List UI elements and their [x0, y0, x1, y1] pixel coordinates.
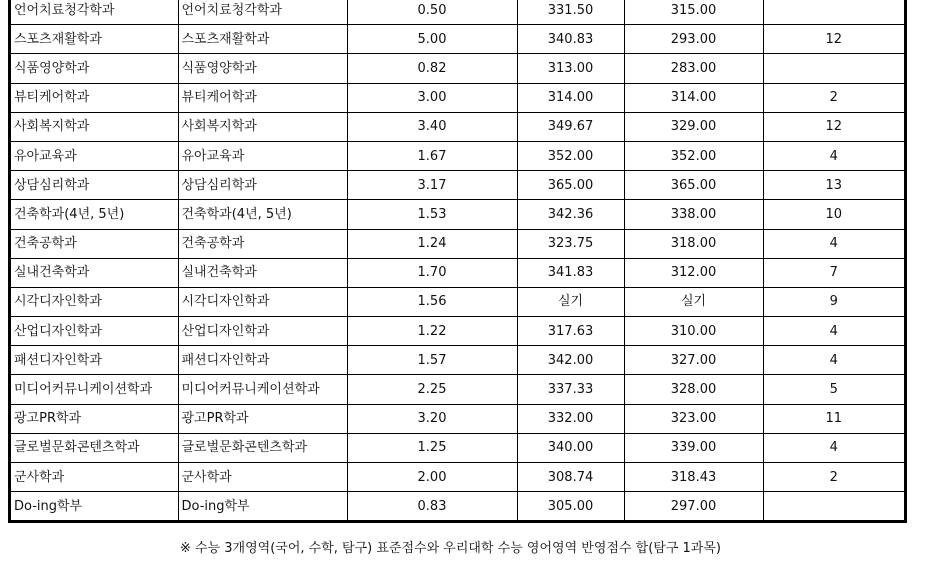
- cell-recruit-unit: 유아교육과: [178, 141, 347, 170]
- cell-average-score: 340.00: [517, 433, 624, 462]
- cell-average-score: 349.67: [517, 112, 624, 141]
- cell-waitlist-rank: 12: [763, 25, 904, 54]
- cell-department: 유아교육과: [11, 141, 178, 170]
- cell-competition-ratio: 1.25: [347, 433, 517, 462]
- cell-department: 사회복지학과: [11, 112, 178, 141]
- table-row: [11, 375, 904, 404]
- cell-average-score: 실기: [517, 287, 624, 316]
- cell-lowest-score: 338.00: [624, 200, 763, 229]
- cell-average-score: 308.74: [517, 463, 624, 492]
- cell-department: 글로벌문화콘텐츠학과: [11, 433, 178, 462]
- table-row: [11, 200, 904, 229]
- cell-recruit-unit: 뷰티케어학과: [178, 83, 347, 112]
- cell-recruit-unit: 패션디자인학과: [178, 346, 347, 375]
- cell-department: 실내건축학과: [11, 258, 178, 287]
- cell-lowest-score: 318.43: [624, 463, 763, 492]
- table-row: [11, 54, 904, 83]
- cell-lowest-score: 297.00: [624, 492, 763, 521]
- cell-department: 건축학과(4년, 5년): [11, 200, 178, 229]
- cell-department: 상담심리학과: [11, 171, 178, 200]
- table-body: [11, 0, 904, 520]
- table-row: [11, 346, 904, 375]
- table-row: [11, 83, 904, 112]
- cell-waitlist-rank: 4: [763, 229, 904, 258]
- cell-recruit-unit: Do-ing학부: [178, 492, 347, 521]
- cell-competition-ratio: 5.00: [347, 25, 517, 54]
- cell-lowest-score: 312.00: [624, 258, 763, 287]
- cell-department: 광고PR학과: [11, 404, 178, 433]
- table-row: [11, 171, 904, 200]
- cell-department: 언어치료청각학과: [11, 0, 178, 25]
- table-row: [11, 112, 904, 141]
- cell-waitlist-rank: 4: [763, 317, 904, 346]
- cell-competition-ratio: 2.25: [347, 375, 517, 404]
- cell-competition-ratio: 0.50: [347, 0, 517, 25]
- cell-average-score: 313.00: [517, 54, 624, 83]
- cell-competition-ratio: 1.57: [347, 346, 517, 375]
- cell-waitlist-rank: 2: [763, 463, 904, 492]
- cell-lowest-score: 314.00: [624, 83, 763, 112]
- cell-competition-ratio: 0.82: [347, 54, 517, 83]
- cell-lowest-score: 315.00: [624, 0, 763, 25]
- cell-competition-ratio: 0.83: [347, 492, 517, 521]
- cell-average-score: 305.00: [517, 492, 624, 521]
- cell-waitlist-rank: 10: [763, 200, 904, 229]
- cell-lowest-score: 339.00: [624, 433, 763, 462]
- cell-average-score: 352.00: [517, 141, 624, 170]
- cell-recruit-unit: 시각디자인학과: [178, 287, 347, 316]
- cell-waitlist-rank: 13: [763, 171, 904, 200]
- cell-waitlist-rank: 4: [763, 346, 904, 375]
- cell-recruit-unit: 사회복지학과: [178, 112, 347, 141]
- cell-recruit-unit: 군사학과: [178, 463, 347, 492]
- cell-department: 군사학과: [11, 463, 178, 492]
- cell-lowest-score: 293.00: [624, 25, 763, 54]
- cell-recruit-unit: 건축학과(4년, 5년): [178, 200, 347, 229]
- table-row: [11, 404, 904, 433]
- cell-competition-ratio: 1.24: [347, 229, 517, 258]
- cell-department: 뷰티케어학과: [11, 83, 178, 112]
- table-row: [11, 258, 904, 287]
- cell-competition-ratio: 2.00: [347, 463, 517, 492]
- cell-competition-ratio: 1.67: [347, 141, 517, 170]
- table-row: [11, 141, 904, 170]
- cell-lowest-score: 323.00: [624, 404, 763, 433]
- table-row: [11, 433, 904, 462]
- cell-average-score: 332.00: [517, 404, 624, 433]
- cell-average-score: 342.00: [517, 346, 624, 375]
- cell-department: 미디어커뮤니케이션학과: [11, 375, 178, 404]
- cell-waitlist-rank: [763, 0, 904, 25]
- cell-department: 식품영양학과: [11, 54, 178, 83]
- table-row: [11, 317, 904, 346]
- cell-waitlist-rank: [763, 54, 904, 83]
- cell-recruit-unit: 실내건축학과: [178, 258, 347, 287]
- cell-recruit-unit: 언어치료청각학과: [178, 0, 347, 25]
- table-row: [11, 492, 904, 521]
- cell-average-score: 323.75: [517, 229, 624, 258]
- cell-average-score: 314.00: [517, 83, 624, 112]
- cell-competition-ratio: 1.70: [347, 258, 517, 287]
- cell-waitlist-rank: 5: [763, 375, 904, 404]
- cell-waitlist-rank: 11: [763, 404, 904, 433]
- admissions-table: [8, 0, 907, 523]
- cell-waitlist-rank: 7: [763, 258, 904, 287]
- cell-competition-ratio: 1.53: [347, 200, 517, 229]
- cell-waitlist-rank: 4: [763, 433, 904, 462]
- cell-lowest-score: 283.00: [624, 54, 763, 83]
- cell-average-score: 340.83: [517, 25, 624, 54]
- cell-lowest-score: 327.00: [624, 346, 763, 375]
- cell-department: 시각디자인학과: [11, 287, 178, 316]
- cell-department: 산업디자인학과: [11, 317, 178, 346]
- cell-recruit-unit: 광고PR학과: [178, 404, 347, 433]
- cell-competition-ratio: 1.22: [347, 317, 517, 346]
- table-row: [11, 463, 904, 492]
- cell-lowest-score: 365.00: [624, 171, 763, 200]
- cell-recruit-unit: 미디어커뮤니케이션학과: [178, 375, 347, 404]
- cell-average-score: 337.33: [517, 375, 624, 404]
- cell-average-score: 317.63: [517, 317, 624, 346]
- cell-recruit-unit: 산업디자인학과: [178, 317, 347, 346]
- cell-lowest-score: 실기: [624, 287, 763, 316]
- cell-lowest-score: 352.00: [624, 141, 763, 170]
- cell-department: 건축공학과: [11, 229, 178, 258]
- cell-lowest-score: 318.00: [624, 229, 763, 258]
- cell-department: 패션디자인학과: [11, 346, 178, 375]
- table-row: [11, 287, 904, 316]
- cell-competition-ratio: 3.17: [347, 171, 517, 200]
- cell-average-score: 341.83: [517, 258, 624, 287]
- cell-department: 스포츠재활학과: [11, 25, 178, 54]
- cell-average-score: 342.36: [517, 200, 624, 229]
- table-row: [11, 0, 904, 25]
- cell-waitlist-rank: 4: [763, 141, 904, 170]
- cell-competition-ratio: 1.56: [347, 287, 517, 316]
- cell-competition-ratio: 3.20: [347, 404, 517, 433]
- table-row: [11, 229, 904, 258]
- cell-recruit-unit: 식품영양학과: [178, 54, 347, 83]
- cell-waitlist-rank: 9: [763, 287, 904, 316]
- cell-recruit-unit: 상담심리학과: [178, 171, 347, 200]
- cell-average-score: 365.00: [517, 171, 624, 200]
- results-table: [11, 0, 904, 520]
- cell-recruit-unit: 건축공학과: [178, 229, 347, 258]
- cell-competition-ratio: 3.00: [347, 83, 517, 112]
- cell-department: Do-ing학부: [11, 492, 178, 521]
- cell-waitlist-rank: 2: [763, 83, 904, 112]
- cell-lowest-score: 310.00: [624, 317, 763, 346]
- cell-waitlist-rank: 12: [763, 112, 904, 141]
- cell-competition-ratio: 3.40: [347, 112, 517, 141]
- cell-recruit-unit: 글로벌문화콘텐츠학과: [178, 433, 347, 462]
- cell-recruit-unit: 스포츠재활학과: [178, 25, 347, 54]
- table-row: [11, 25, 904, 54]
- footnote: ※ 수능 3개영역(국어, 수학, 탐구) 표준점수와 우리대학 수능 영어영역 반영점수 합(탐구 1과목): [180, 541, 721, 556]
- cell-lowest-score: 329.00: [624, 112, 763, 141]
- cell-average-score: 331.50: [517, 0, 624, 25]
- cell-lowest-score: 328.00: [624, 375, 763, 404]
- cell-waitlist-rank: [763, 492, 904, 521]
